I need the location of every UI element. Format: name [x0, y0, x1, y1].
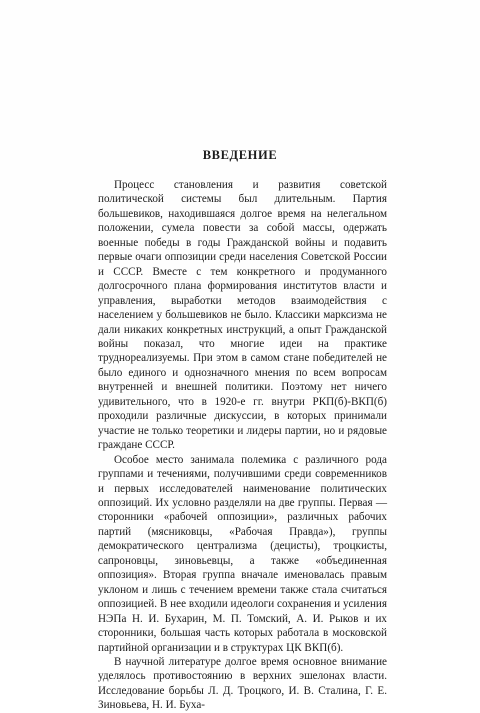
paragraph-3: В научной литературе долгое время основное внимание уделялось противостоянию в верхних эшелонах власти. Исследование борьбы Л. Д. Троцкого, И. В. Сталина, Г. Е. Зиновьева, Н. И. Буха-: [98, 655, 387, 712]
paragraph-1: Процесс становления и развития советской политической системы был длительным. Партия большевиков, находившаяся долгое время на нелегальном положении, сумела повести за собой массы, одержать военные победы в годы Гражданской войны и подавить первые очаги оппозиции среди населения Советской России и СССР. Вместе с тем конкретного и продуманного долгосрочного плана формирования институтов власти и управления, выработки методов взаимодействия с населением у большевиков не было. Классики марксизма не дали никаких конкретных инструкций, а опыт Гражданской войны показал, что многие идеи на практике труднореализуемы. При этом в самом стане победителей не было единого и однозначного мнения по всем вопросам внутренней и внешней политики. Поэтому нет ничего удивительного, что в 1920-е гг. внутри РКП(б)-ВКП(б) проходили различные дискуссии, в которых принимали участие не только теоретики и лидеры партии, но и рядовые граждане СССР.: [98, 179, 387, 452]
chapter-heading: ВВЕДЕНИЕ: [202, 148, 278, 162]
paragraph-2: Особое место занимала полемика с различного рода группами и течениями, получившими среди современников и первых исследователей наименование политических оппозиций. Их условно разделяли на две группы. Первая — сторонники «рабочей оппозиции», различных рабочих партий (мясниковцы, «Рабочая Правда»), группы демократического централизма (децисты), троцкисты, сапроновцы, зиновьевцы, а также «объединенная оппозиция». Вторая группа вначале именовалась правым уклоном и лишь с течением времени также стала считаться оппозицией. В нее входили идеологи сохранения и усиления НЭПа Н. И. Бухарин, М. П. Томский, А. И. Рыков и их сторонники, большая часть которых работала в московской партийной организации и в структурах ЦК ВКП(б).: [98, 453, 387, 654]
body-text: [98, 178, 387, 713]
